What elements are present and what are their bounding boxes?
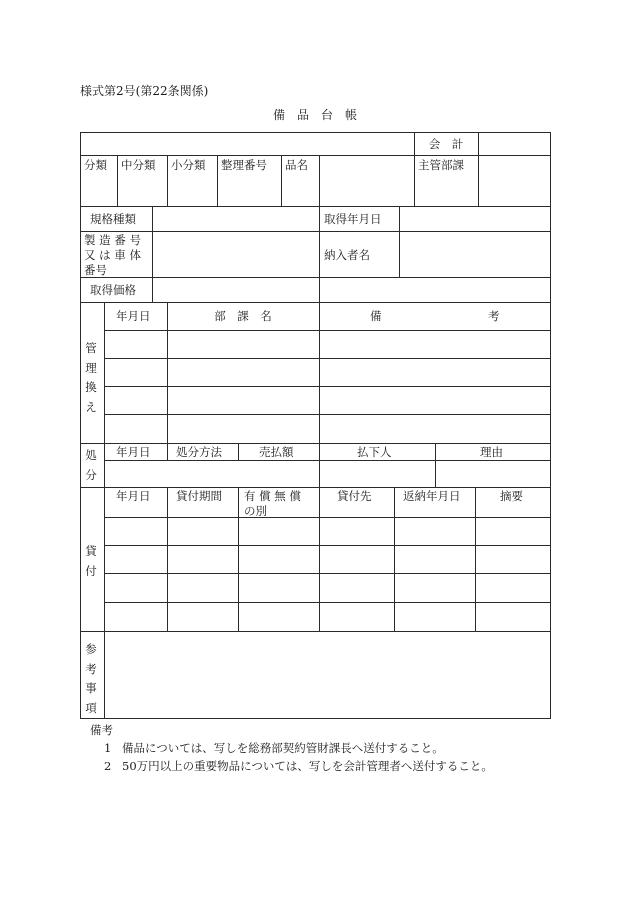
shobun-section-label: 処分 [85, 448, 97, 482]
nonyusha-mei-label: 納入者名 [324, 248, 370, 262]
kanri-section-label: 管理換え [85, 341, 97, 414]
note-text: 備品については、写しを総務部契約管財課長へ送付すること。 [122, 741, 444, 755]
kashitsuke-section-label: 貸付 [85, 544, 97, 578]
chu-bunrui-label: 中分類 [121, 158, 156, 172]
note-number: 2 [104, 759, 112, 773]
kaikei-label: 会 計 [428, 137, 464, 151]
sho-bunrui-label: 小分類 [171, 158, 206, 172]
kashitsuke-col-paid: 有 償 無 償 の別 [244, 489, 301, 518]
seiri-bango-label: 整理番号 [221, 158, 267, 172]
form-label: 様式第2号(第22条関係) [80, 84, 209, 98]
seizo-bango-label: 製 造 番 号 又 は 車 体 番号 [84, 233, 141, 277]
kashitsuke-col-period: 貸付期間 [176, 489, 222, 503]
hinmei-label: 品名 [285, 158, 308, 172]
notes-heading: 備考 [90, 723, 113, 737]
shobun-col-amount: 売払額 [259, 445, 294, 459]
shukan-buka-label: 主管部課 [418, 158, 464, 172]
sanko-section-label: 参考事項 [85, 642, 97, 715]
shobun-col-reason: 理由 [480, 445, 503, 459]
shobun-col-buyer: 払下人 [357, 445, 392, 459]
kashitsuke-col-lender: 貸付先 [337, 489, 372, 503]
kanri-col-date: 年月日 [116, 309, 151, 323]
shutoku-kakaku-label: 取得価格 [90, 283, 136, 297]
kashitsuke-col-date: 年月日 [116, 489, 151, 503]
shobun-col-date: 年月日 [116, 445, 151, 459]
page-title: 備 品 台 帳 [272, 108, 357, 122]
kanri-col-biko-1: 備 [370, 309, 382, 323]
kanri-col-biko-2: 考 [488, 309, 500, 323]
bunrui-label: 分類 [84, 158, 107, 172]
shutoku-nengappi-label: 取得年月日 [324, 212, 382, 226]
kashitsuke-col-summary: 摘要 [500, 489, 523, 503]
note-text: 50万円以上の重要物品については、写しを会計管理者へ送付すること。 [122, 759, 493, 773]
kanri-col-buka: 部 課 名 [214, 309, 272, 323]
shobun-col-method: 処分方法 [176, 445, 222, 459]
kikaku-shurui-label: 規格種類 [90, 212, 136, 226]
note-number: 1 [104, 741, 112, 755]
kashitsuke-col-return: 返納年月日 [403, 489, 461, 503]
